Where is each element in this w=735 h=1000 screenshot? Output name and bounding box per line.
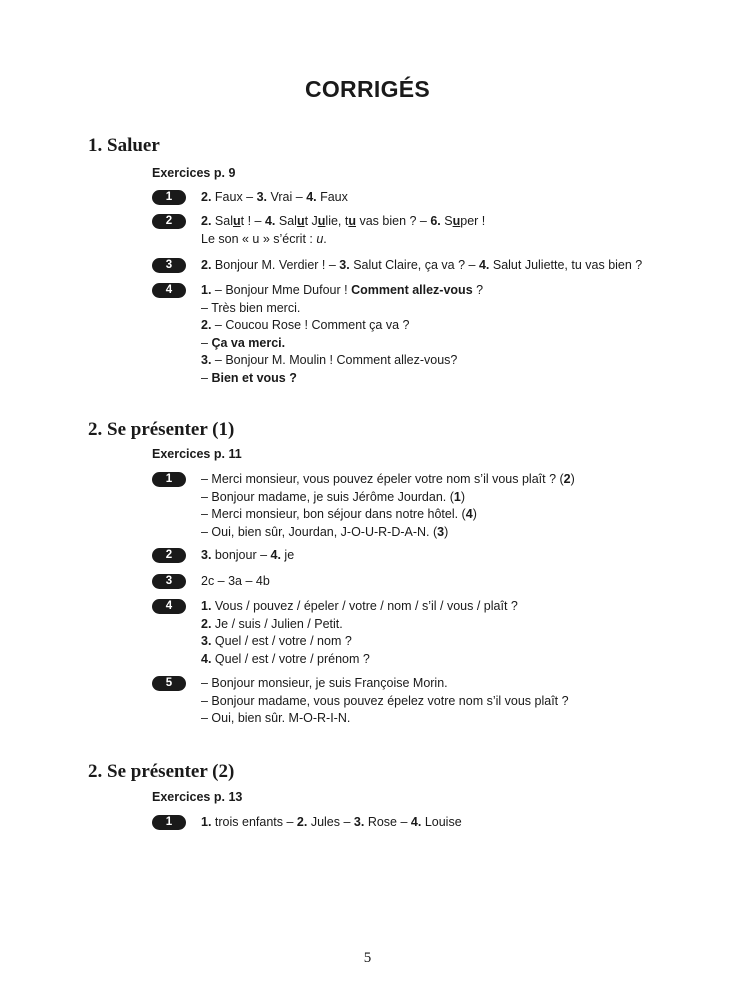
answer-text: 4. <box>478 258 490 272</box>
exercise-number-badge: 5 <box>152 676 186 691</box>
exercise-number-badge: 3 <box>152 258 186 273</box>
answer-lines <box>201 213 681 248</box>
answer-lines <box>201 573 681 591</box>
answer-line <box>201 257 681 275</box>
answer-line <box>201 616 681 634</box>
answer-text: 2. <box>201 616 212 631</box>
answer-text: 2 <box>563 472 571 486</box>
answer-text: Bonjour M. Verdier ! – <box>211 258 340 272</box>
answer-text: 6. <box>430 214 441 228</box>
answer-line <box>201 547 681 565</box>
answer-text: u <box>317 214 326 228</box>
answer-text: 2. <box>201 190 212 204</box>
answer-lines <box>201 598 681 668</box>
answer-line <box>201 693 681 711</box>
answer-text: 2. <box>201 214 212 228</box>
answer-lines <box>201 471 681 541</box>
answer-text: Comment allez-vous <box>351 283 473 297</box>
answer-text: – Bonjour Mme Dufour ! <box>211 283 352 297</box>
section-heading: 1. Saluer <box>88 135 160 156</box>
answer-line <box>201 633 681 651</box>
answer-text: t J <box>304 214 318 228</box>
exercise-number-badge: 4 <box>152 283 186 298</box>
answer-line <box>201 524 681 542</box>
answer-text: ) <box>472 507 477 521</box>
underlined-letter <box>297 214 305 228</box>
answer-text: u <box>316 231 324 246</box>
answer-text: 4. <box>201 651 212 666</box>
answer-line <box>201 710 681 728</box>
answer-line <box>201 300 681 318</box>
answer-lines <box>201 257 681 275</box>
answer-text: . <box>323 231 327 246</box>
answer-text: t ! – <box>240 214 265 228</box>
answer-text: Quel / est / votre / prénom ? <box>211 651 370 666</box>
answer-text: Le son « u » s’écrit : <box>201 231 317 246</box>
answer-text: 2c – 3a – 4b <box>201 574 270 588</box>
answer-text: Ça va merci. <box>211 335 286 350</box>
answer-lines <box>201 675 681 728</box>
answer-text: 3. <box>353 815 365 829</box>
answer-text: Sal <box>211 214 233 228</box>
exercise-number-badge: 2 <box>152 214 186 229</box>
exercise-number-badge: 1 <box>152 472 186 487</box>
answer-text: vas bien ? – <box>356 214 431 228</box>
answer-line <box>201 317 681 335</box>
answer-text: ? <box>472 283 484 297</box>
answer-lines <box>201 282 681 387</box>
answer-line <box>201 231 681 249</box>
answer-text: 1. <box>201 599 212 613</box>
exercise-number-badge: 2 <box>152 548 186 563</box>
exercise-reference: Exercices p. 11 <box>152 447 242 461</box>
answer-text: Je / suis / Julien / Petit. <box>211 616 343 631</box>
answer-lines <box>201 547 681 565</box>
answer-line <box>201 471 681 489</box>
answer-line <box>201 282 681 300</box>
answer-text: je <box>280 548 295 562</box>
answer-text: u <box>296 214 305 228</box>
answer-text: per ! <box>460 214 486 228</box>
answer-text: 3. <box>256 190 268 204</box>
answer-text: lie, t <box>325 214 349 228</box>
answer-text: S <box>440 214 453 228</box>
answer-text: – Coucou Rose ! Comment ça va ? <box>211 318 410 332</box>
answer-text: – Bonjour madame, vous pouvez épelez votre nom s’il vous plaît ? <box>201 693 569 708</box>
answer-text: 4. <box>306 190 317 204</box>
answer-text: ) <box>460 489 466 504</box>
answer-text: 4. <box>410 815 422 829</box>
answer-text: – Merci monsieur, vous pouvez épeler votre nom s’il vous plaît ? ( <box>201 472 564 486</box>
answer-text: u <box>232 214 241 228</box>
answer-text: Faux – <box>211 190 257 204</box>
answer-text: 1 <box>453 489 461 504</box>
answer-text: bonjour – <box>211 548 271 562</box>
answer-text: Vous / pouvez / épeler / votre / nom / s’il / vous / plaît ? <box>211 599 518 613</box>
answer-line <box>201 506 681 524</box>
answer-text: Bien et vous ? <box>211 370 297 385</box>
answer-text: ) <box>570 472 575 486</box>
section-heading: 2. Se présenter (1) <box>88 419 235 440</box>
answer-text: – Bonjour madame, je suis Jérôme Jourdan. ( <box>201 489 454 504</box>
answer-lines <box>201 189 681 207</box>
answer-text: u <box>452 214 461 228</box>
answer-text: – Oui, bien sûr. M-O-R-I-N. <box>201 711 351 725</box>
answer-line <box>201 489 681 507</box>
answer-text: 3. <box>201 548 212 562</box>
answer-text: – <box>201 335 212 350</box>
answer-text: Louise <box>421 815 462 829</box>
exercise-number-badge: 3 <box>152 574 186 589</box>
answer-text: – Bonjour M. Moulin ! Comment allez-vous? <box>211 353 458 367</box>
answer-text: ) <box>444 524 449 539</box>
exercise-number-badge: 1 <box>152 190 186 205</box>
answer-text: – <box>201 370 212 385</box>
answer-text: 2. <box>201 258 212 272</box>
answer-line <box>201 189 681 207</box>
answer-line <box>201 598 681 616</box>
answer-text: Salut Claire, ça va ? – <box>349 258 479 272</box>
answer-text: Vrai – <box>267 190 307 204</box>
answer-line <box>201 335 681 353</box>
exercise-reference: Exercices p. 9 <box>152 166 236 180</box>
answer-text: 4 <box>465 507 473 521</box>
exercise-number-badge: 1 <box>152 815 186 830</box>
answer-line <box>201 651 681 669</box>
answer-line <box>201 370 681 388</box>
answer-line <box>201 352 681 370</box>
answer-text: 1. <box>201 283 212 297</box>
underlined-letter <box>233 214 241 228</box>
page-number: 5 <box>363 950 372 966</box>
answer-line <box>201 814 681 832</box>
section-heading: 2. Se présenter (2) <box>88 761 235 782</box>
answer-text: Jules – <box>307 815 354 829</box>
answer-text: – Oui, bien sûr, Jourdan, J-O-U-R-D-A-N. ( <box>201 524 438 539</box>
answer-text: – Bonjour monsieur, je suis Françoise Morin. <box>201 676 448 690</box>
answer-text: Rose – <box>364 815 411 829</box>
answer-lines <box>201 814 681 832</box>
answer-text: 3. <box>339 258 350 272</box>
answer-text: 3. <box>201 353 212 367</box>
answer-text: – Merci monsieur, bon séjour dans notre hôtel. ( <box>201 507 466 521</box>
answer-text: Sal <box>275 214 297 228</box>
answer-text: Quel / est / votre / nom ? <box>211 634 352 648</box>
answer-line <box>201 573 681 591</box>
answer-text: 3. <box>201 634 212 648</box>
answer-line <box>201 675 681 693</box>
answer-text: 3 <box>437 524 445 539</box>
underlined-letter <box>348 214 356 228</box>
answer-text: u <box>348 214 356 228</box>
answer-text: 4. <box>270 548 281 562</box>
exercise-number-badge: 4 <box>152 599 186 614</box>
answer-text: 2. <box>201 318 212 332</box>
answer-text: – Très bien merci. <box>201 300 301 315</box>
answer-text: Salut Juliette, tu vas bien ? <box>489 258 643 272</box>
answer-text: 4. <box>264 214 276 228</box>
answer-line <box>201 213 681 231</box>
answer-text: 2. <box>296 815 308 829</box>
answer-text: trois enfants – <box>211 815 297 829</box>
page-title: CORRIGÉS <box>304 76 431 102</box>
exercise-reference: Exercices p. 13 <box>152 790 243 804</box>
answer-text: Faux <box>316 190 348 204</box>
answer-text: 1. <box>201 815 212 829</box>
